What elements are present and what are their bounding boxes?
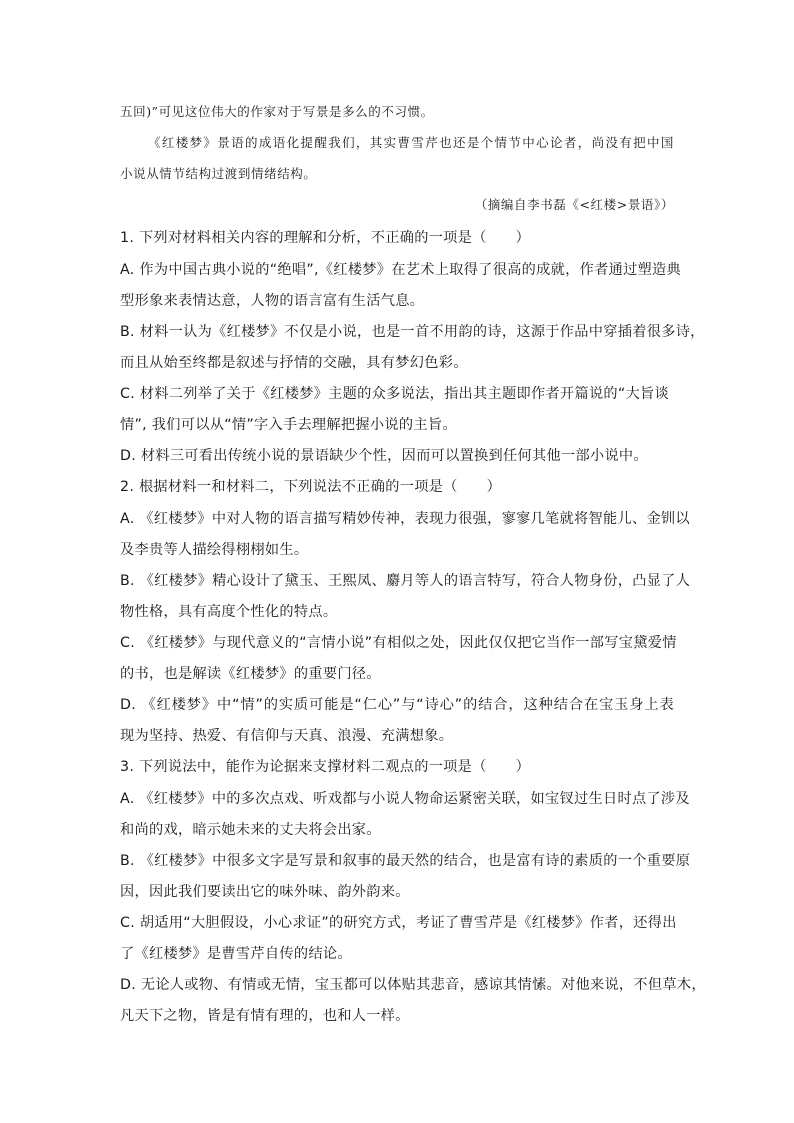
q1-option-a-line-2: 型形象来表情达意，人物的语言富有生活气息。 [120, 293, 425, 309]
q2-option-d-line-1: D. 《红楼梦》中“情”的实质可能是“仁心”与“诗心”的结合，这种结合在宝玉身上表 [120, 697, 674, 713]
q3-option-c-line-2: 了《红楼梦》是曹雪芹自传的结论。 [120, 946, 352, 962]
intro-line-2: 《红楼梦》景语的成语化提醒我们，其实曹雪芹也还是个情节中心论者，尚没有把中国 [148, 135, 674, 150]
question-1-stem: 1. 下列对材料相关内容的理解和分析，不正确的一项是（ ） [120, 230, 531, 246]
question-2-stem: 2. 根据材料一和材料二，下列说法不正确的一项是（ ） [120, 479, 502, 495]
q3-option-a-line-2: 和尚的戏，暗示她未来的丈夫将会出家。 [120, 822, 381, 838]
q3-option-b-line-2: 因，因此我们要读出它的味外味、韵外韵来。 [120, 884, 410, 900]
q2-option-a-line-1: A. 《红楼梦》中对人物的语言描写精妙传神，表现力很强，寥寥几笔就将智能儿、金钏以 [120, 511, 690, 527]
q2-option-c-line-2: 的书，也是解读《红楼梦》的重要门径。 [120, 666, 381, 682]
q1-option-d-line-1: D. 材料三可看出传统小说的景语缺少个性，因而可以置换到任何其他一部小说中。 [120, 448, 648, 464]
q3-option-a-line-1: A. 《红楼梦》中的多次点戏、听戏都与小说人物命运紧密关联，如宝钗过生日时点了涉及 [120, 791, 690, 807]
q1-option-c-line-2: 情”, 我们可以从“情”字入手去理解把握小说的主旨。 [120, 417, 457, 433]
q3-option-d-line-1: D. 无论人或物、有情或无情，宝玉都可以体贴其悲音，感谅其情愫。对他来说，不但草木， [120, 977, 706, 993]
intro-line-3: 小说从情节结构过渡到情绪结构。 [120, 166, 317, 181]
question-3-stem: 3. 下列说法中，能作为论据来支撑材料二观点的一项是（ ） [120, 759, 531, 775]
q2-option-c-line-1: C. 《红楼梦》与现代意义的“言情小说”有相似之处，因此仅仅把它当作一部写宝黛爱情 [120, 635, 677, 651]
q2-option-d-line-2: 现为坚持、热爱、有信仰与天真、浪漫、充满想象。 [120, 728, 454, 744]
q2-option-b-line-1: B. 《红楼梦》精心设计了黛玉、王熙凤、麝月等人的语言特写，符合人物身份，凸显了人 [120, 573, 691, 589]
q2-option-b-line-2: 物性格，具有高度个性化的特点。 [120, 604, 338, 620]
intro-line-1: 五回)”可见这位伟大的作家对于写景是多么的不习惯。 [120, 104, 434, 119]
q2-option-a-line-2: 及李贵等人描绘得栩栩如生。 [120, 542, 309, 558]
q1-option-b-line-2: 而且从始至终都是叙述与抒情的交融，具有梦幻色彩。 [120, 355, 468, 371]
q1-option-b-line-1: B. 材料一认为《红楼梦》不仅是小说，也是一首不用韵的诗，这源于作品中穿插着很多诗， [120, 324, 705, 340]
citation: （摘编自李书磊《<红楼>景语》） [474, 197, 674, 212]
q1-option-c-line-1: C. 材料二列举了关于《红楼梦》主题的众多说法，指出其主题即作者开篇说的“大旨谈 [120, 386, 670, 402]
q1-option-a-line-1: A. 作为中国古典小说的“绝唱”,《红楼梦》在艺术上取得了很高的成就，作者通过塑造典 [120, 262, 682, 278]
q3-option-b-line-1: B. 《红楼梦》中很多文字是写景和叙事的最天然的结合，也是富有诗的素质的一个重要原 [120, 853, 691, 869]
q3-option-c-line-1: C. 胡适用“大胆假设，小心求证”的研究方式，考证了曹雪芹是《红楼梦》作者，还得出 [120, 915, 677, 931]
q3-option-d-line-2: 凡天下之物，皆是有情有理的，也和人一样。 [120, 1008, 410, 1024]
